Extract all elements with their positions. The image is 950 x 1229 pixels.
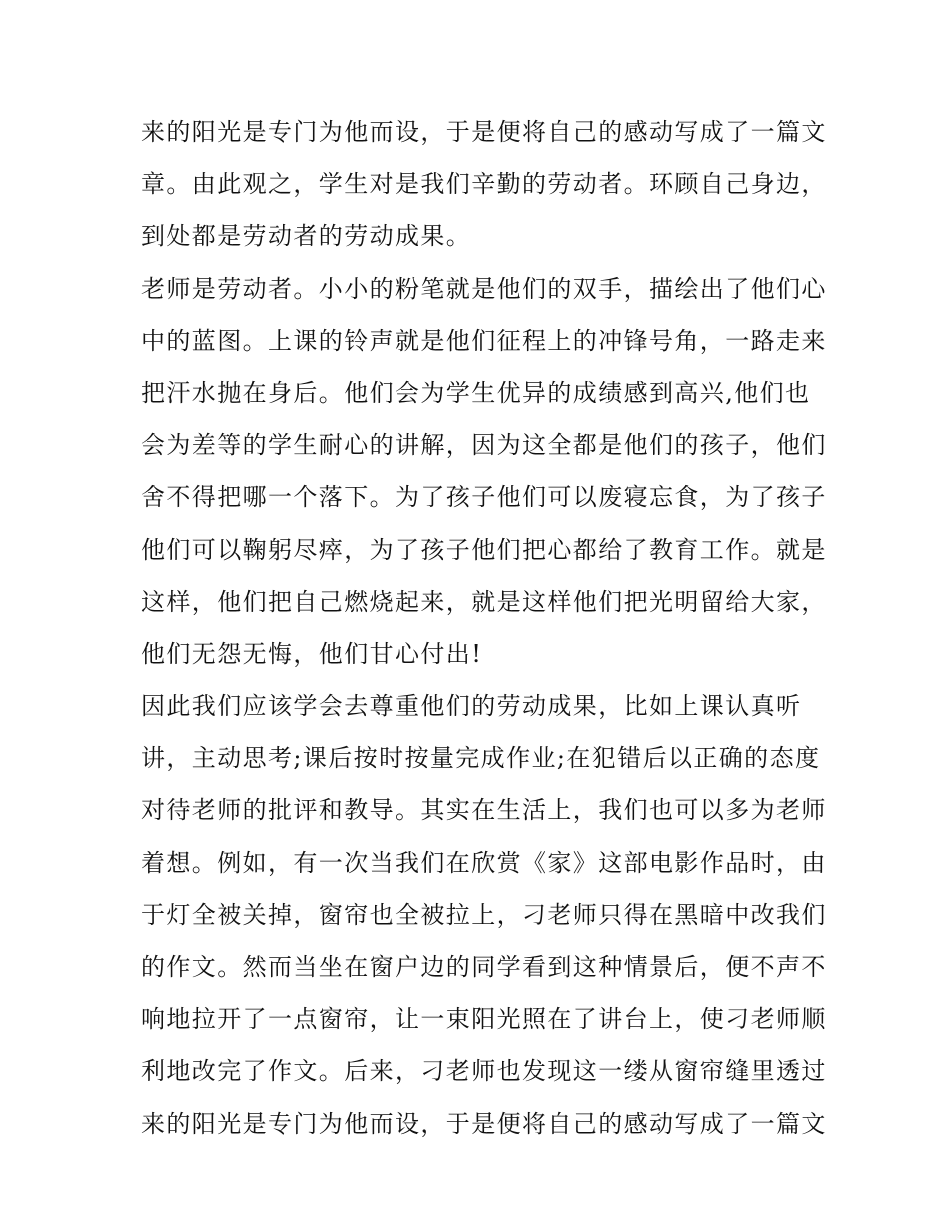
text-line: 响地拉开了一点窗帘，让一束阳光照在了讲台上，使刁老师顺 xyxy=(141,1005,827,1034)
text-line: 舍不得把哪一个落下。为了孩子他们可以废寝忘食，为了孩子 xyxy=(141,483,827,512)
text-line: 他们无怨无悔，他们甘心付出! xyxy=(141,639,483,668)
text-line: 把汗水抛在身后。他们会为学生优异的成绩感到高兴,他们也 xyxy=(141,378,811,407)
text-line: 讲，主动思考;课后按时按量完成作业;在犯错后以正确的态度 xyxy=(141,744,821,773)
document-body xyxy=(141,106,827,1150)
text-line: 老师是劳动者。小小的粉笔就是他们的双手，描绘出了他们心 xyxy=(141,274,827,303)
text-line: 对待老师的批评和教导。其实在生活上，我们也可以多为老师 xyxy=(141,796,827,825)
text-line: 来的阳光是专门为他而设，于是便将自己的感动写成了一篇文 xyxy=(141,1109,827,1138)
text-line: 到处都是劳动者的劳动成果。 xyxy=(141,222,472,251)
text-line: 利地改完了作文。后来，刁老师也发现这一缕从窗帘缝里透过 xyxy=(141,1057,827,1086)
text-line: 的作文。然而当坐在窗户边的同学看到这种情景后，便不声不 xyxy=(141,953,827,981)
text-line: 来的阳光是专门为他而设，于是便将自己的感动写成了一篇文 xyxy=(141,118,827,146)
text-line: 会为差等的学生耐心的讲解，因为这全都是他们的孩子，他们 xyxy=(141,431,827,460)
text-line: 他们可以鞠躬尽瘁，为了孩子他们把心都给了教育工作。就是 xyxy=(141,535,827,564)
text-line: 中的蓝图。上课的铃声就是他们征程上的冲锋号角，一路走来 xyxy=(141,326,827,355)
text-line: 章。由此观之，学生对是我们辛勤的劳动者。环顾自己身边， xyxy=(141,170,827,199)
text-line: 这样，他们把自己燃烧起来，就是这样他们把光明留给大家， xyxy=(141,587,827,616)
text-line: 于灯全被关掉，窗帘也全被拉上，刁老师只得在黑暗中改我们 xyxy=(141,900,827,929)
text-line: 因此我们应该学会去尊重他们的劳动成果，比如上课认真听 xyxy=(141,692,802,721)
text-line: 着想。例如，有一次当我们在欣赏《家》这部电影作品时，由 xyxy=(141,848,827,877)
